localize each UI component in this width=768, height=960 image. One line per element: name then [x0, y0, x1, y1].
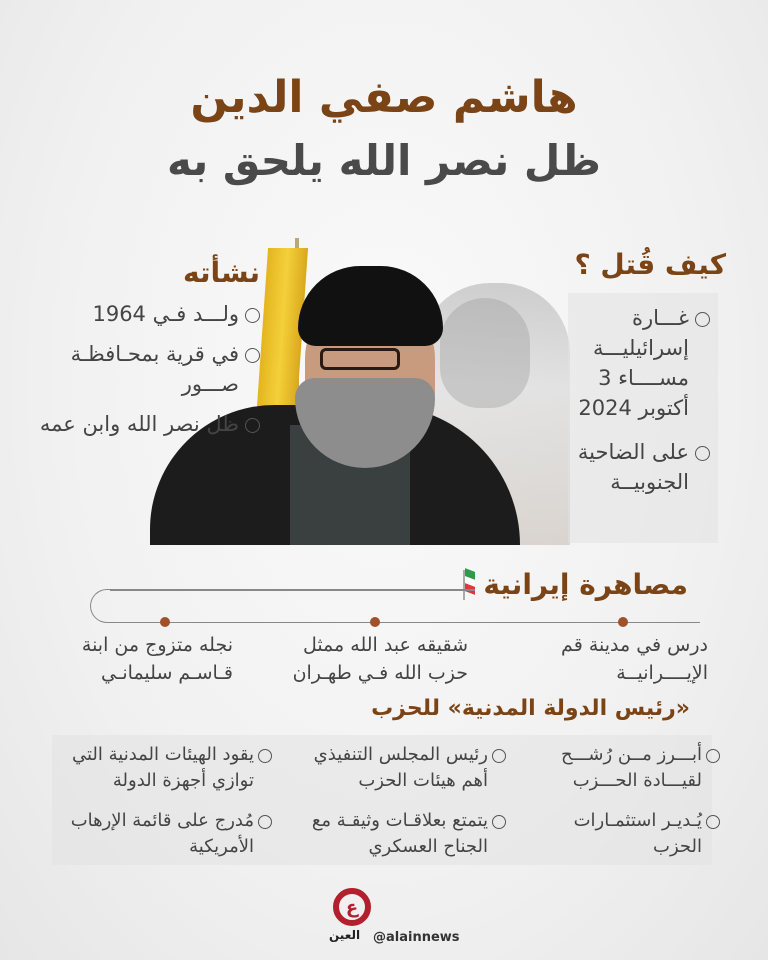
timeline-dot	[370, 617, 380, 627]
circle-bullet-icon	[706, 815, 720, 829]
circle-bullet-icon	[245, 308, 260, 323]
alain-logo-icon: ع	[333, 888, 371, 926]
social-handle[interactable]: @alainnews	[373, 930, 460, 945]
circle-bullet-icon	[492, 749, 506, 763]
iranian-in-laws-section	[0, 565, 768, 695]
faded-portrait-head	[440, 298, 530, 408]
list-item: يُـديـر استثمـارات الحزب	[520, 808, 720, 874]
circle-bullet-icon	[258, 749, 272, 763]
timeline-line	[110, 622, 700, 624]
logo-wordmark: العين	[329, 928, 361, 942]
how-killed-section	[568, 245, 726, 543]
timeline-item: نجله متزوج من ابنة قـاسـم سليمانـي	[81, 634, 233, 684]
how-killed-heading: كيف قُتل ؟	[574, 248, 726, 281]
list-item: أبـــرز مــن رُشـــح لقيـــادة الحـــزب	[520, 742, 720, 808]
circle-bullet-icon	[695, 446, 710, 461]
list-item: ظل نصر الله وابن عمه	[30, 409, 260, 439]
upbringing-section	[30, 255, 260, 449]
circle-bullet-icon	[695, 312, 710, 327]
circle-bullet-icon	[258, 815, 272, 829]
portrait-turban	[298, 266, 443, 346]
page-title: هاشم صفي الدين	[190, 72, 578, 123]
upbringing-heading: نشأته	[182, 256, 260, 289]
civil-state-head-grid	[40, 742, 720, 874]
iran-flag-icon	[461, 570, 477, 600]
upbringing-list	[30, 299, 260, 439]
list-item: رئيس المجلس التنفيذي أهم هيئات الحزب	[286, 742, 506, 808]
footer	[325, 888, 465, 948]
circle-bullet-icon	[492, 815, 506, 829]
circle-bullet-icon	[706, 749, 720, 763]
timeline-item: درس في مدينة قم الإيــــرانيــة	[561, 634, 708, 684]
list-item: في قرية بمحـافظـة صـــور	[30, 339, 260, 399]
civil-state-head-heading: «رئيس الدولة المدنية» للحزب	[371, 696, 690, 721]
portrait-glasses	[320, 348, 400, 370]
list-item: يتمتع بعلاقـات وثيقـة مع الجناح العسكري	[286, 808, 506, 874]
circle-bullet-icon	[245, 418, 260, 433]
timeline-curve	[90, 589, 130, 623]
timeline-dot	[160, 617, 170, 627]
list-item: غـــارة إسرائيليـــة مســــاء 3 أكتوبر 2024	[574, 303, 710, 423]
page-subtitle: ظل نصر الله يلحق به	[167, 136, 601, 185]
header	[0, 70, 768, 192]
iranian-in-laws-heading: مصاهرة إيرانية	[461, 565, 688, 605]
timeline-line	[110, 589, 475, 591]
timeline-dot	[618, 617, 628, 627]
list-item: ولـــد فـي 1964	[30, 299, 260, 329]
timeline-item: شقيقه عبد الله ممثل حزب الله فـي طهـران	[292, 634, 468, 684]
list-item: على الضاحية الجنوبيــة	[574, 437, 710, 497]
list-item: يقود الهيئات المدنية التي توازي أجهزة الدولة	[42, 742, 272, 808]
list-item: مُدرج على قائمة الإرهاب الأمريكية	[42, 808, 272, 874]
circle-bullet-icon	[245, 348, 260, 363]
how-killed-panel	[568, 293, 718, 543]
